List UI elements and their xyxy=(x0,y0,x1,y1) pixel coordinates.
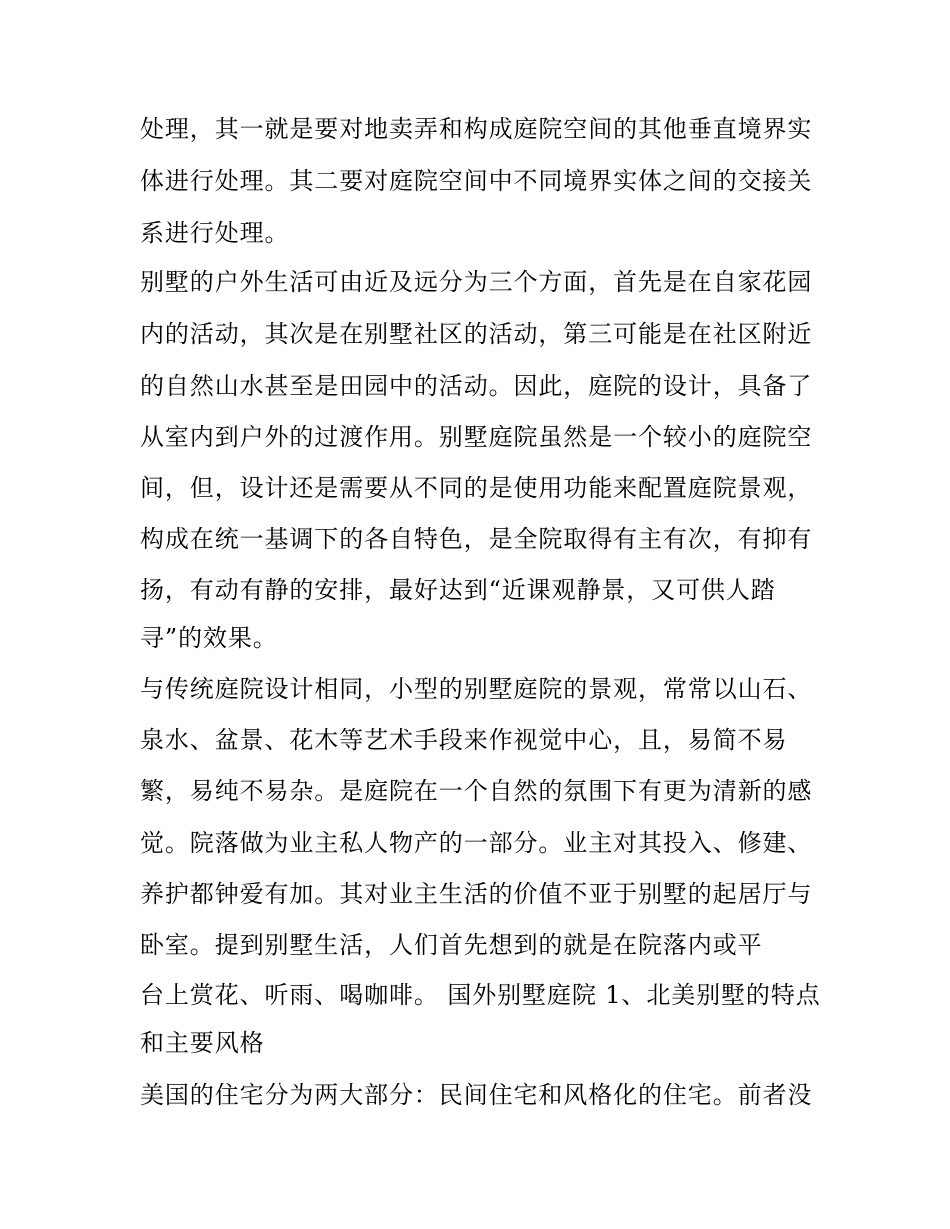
text-line: 养护都钟爱有加。其对业主生活的价值不亚于别墅的起居厅与 xyxy=(140,880,813,908)
text-line: 体进行处理。其二要对庭院空间中不同境界实体之间的交接关 xyxy=(140,167,813,195)
text-line: 从室内到户外的过渡作用。别墅庭院虽然是一个较小的庭院空 xyxy=(140,423,813,451)
text-line: 美国的住宅分为两大部分：民间住宅和风格化的住宅。前者没 xyxy=(140,1081,813,1109)
text-line: 泉水、盆景、花木等艺术手段来作视觉中心，且，易简不易 xyxy=(140,726,788,754)
text-line: 卧室。提到别墅生活，人们首先想到的就是在院落内或平 xyxy=(140,931,763,959)
text-line: 的自然山水甚至是田园中的活动。因此，庭院的设计，具备了 xyxy=(140,372,813,400)
text-line: 和主要风格 xyxy=(140,1029,265,1057)
text-line: 构成在统一基调下的各自特色，是全院取得有主有次，有抑有 xyxy=(140,525,813,553)
text-line: 繁，易纯不易杂。是庭院在一个自然的氛围下有更为清新的感 xyxy=(140,777,813,805)
text-line: 寻”的效果。 xyxy=(140,624,278,652)
text-line: 间，但，设计还是需要从不同的是使用功能来配置庭院景观， xyxy=(140,474,813,502)
text-line: 处理，其一就是要对地卖弄和构成庭院空间的其他垂直境界实 xyxy=(140,115,813,143)
text-line: 系进行处理。 xyxy=(140,219,290,247)
text-line: 内的活动，其次是在别墅社区的活动，第三可能是在社区附近 xyxy=(140,320,813,348)
text-line: 台上赏花、听雨、喝咖啡。 国外别墅庭院 1、北美别墅的特点 xyxy=(140,981,821,1009)
text-line: 扬，有动有静的安排，最好达到“近课观静景，又可供人踏 xyxy=(140,576,776,604)
text-line: 与传统庭院设计相同，小型的别墅庭院的景观，常常以山石、 xyxy=(140,675,813,703)
text-line: 觉。院落做为业主私人物产的一部分。业主对其投入、修建、 xyxy=(140,829,813,857)
text-line: 别墅的户外生活可由近及远分为三个方面，首先是在自家花园 xyxy=(140,268,813,296)
